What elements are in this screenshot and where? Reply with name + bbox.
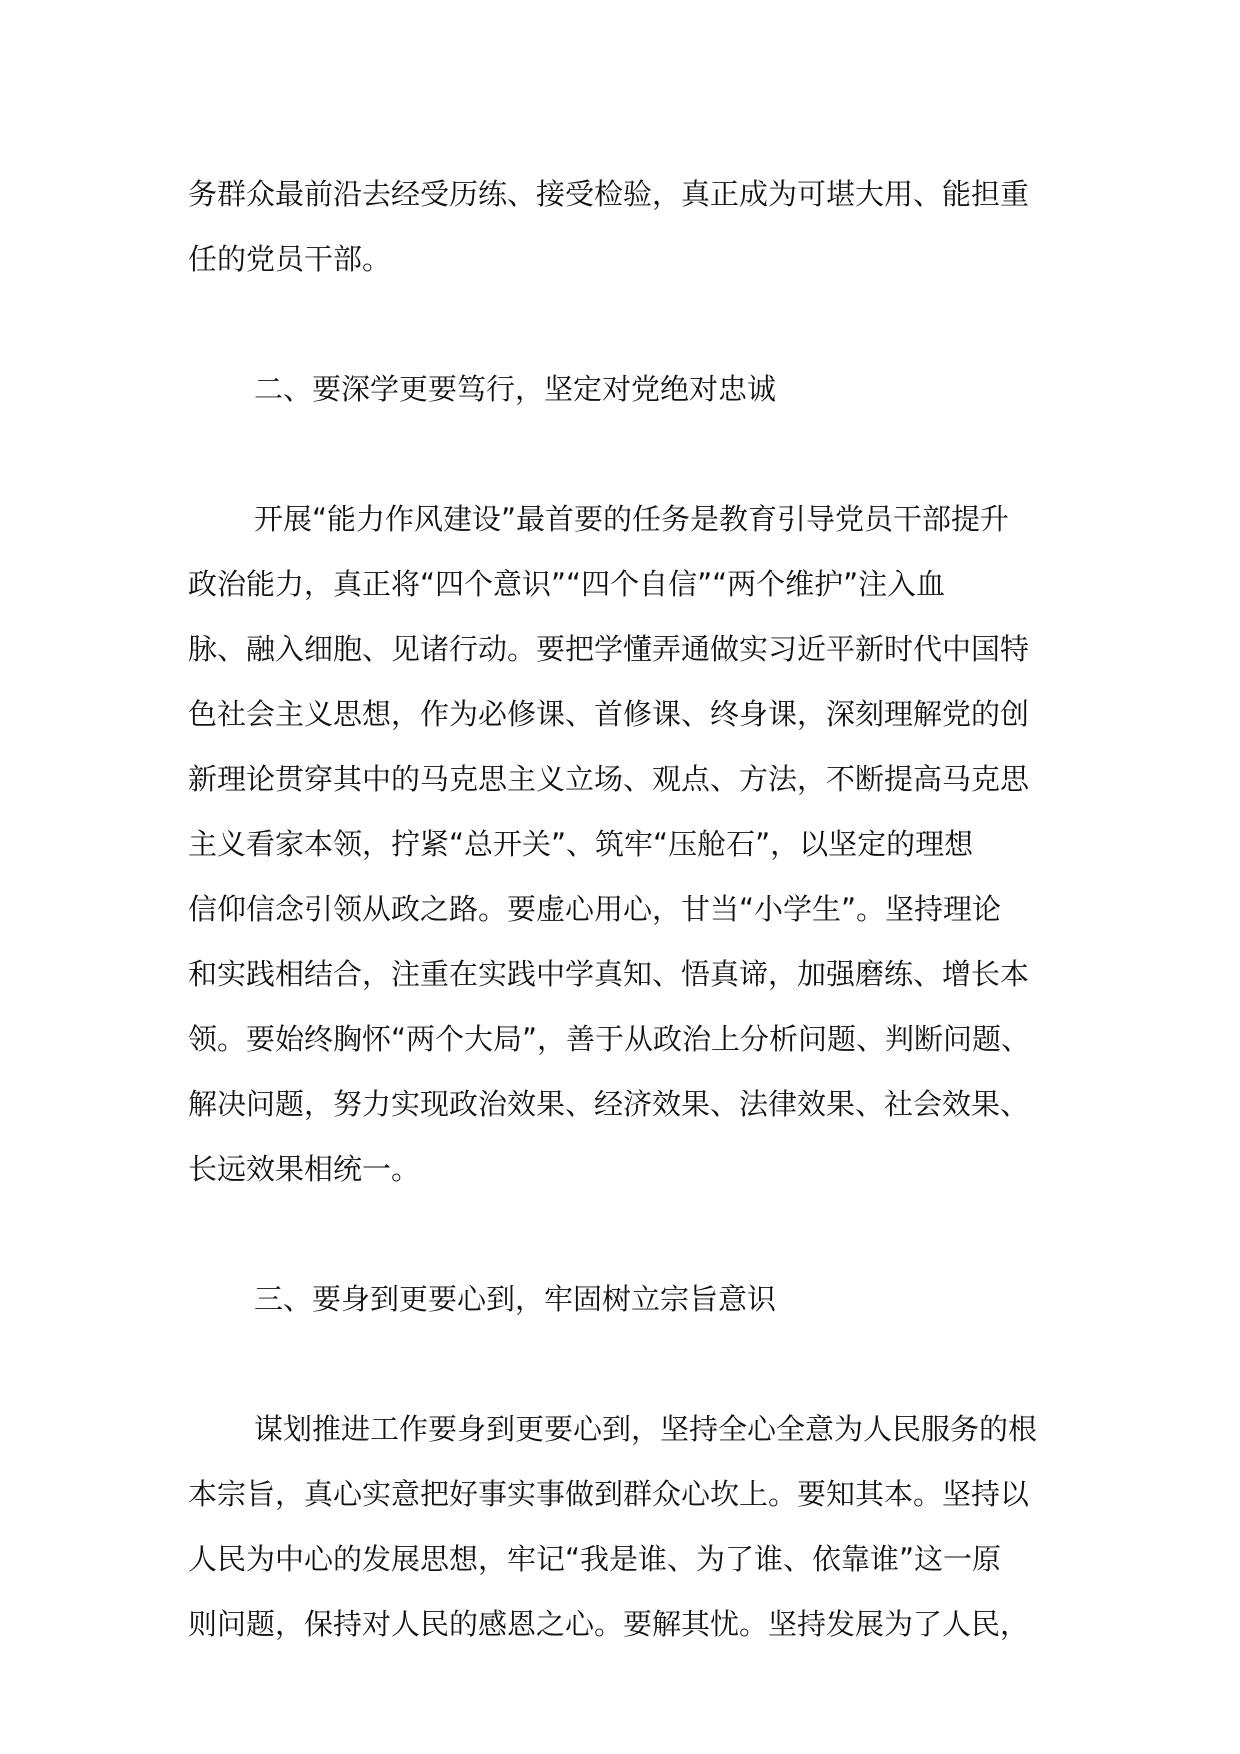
paragraph-section-2 bbox=[188, 487, 1068, 1202]
section-heading-2: 二、要深学更要笃行，坚定对党绝对忠诚 bbox=[254, 372, 777, 406]
paragraph-continuation bbox=[188, 162, 1068, 292]
paragraph-spacing bbox=[188, 1202, 1068, 1267]
text-line: 则问题，保持对人民的感恩之心。要解其忧。坚持发展为了人民， bbox=[188, 1607, 1030, 1641]
text-line: 政治能力，真正将“四个意识”“四个自信”“两个维护”注入血 bbox=[188, 567, 946, 601]
section-heading-3: 三、要身到更要心到，牢固树立宗旨意识 bbox=[254, 1282, 777, 1316]
text-line: 主义看家本领，拧紧“总开关”、筑牢“压舱石”，以坚定的理想 bbox=[188, 827, 974, 861]
paragraph-spacing bbox=[188, 422, 1068, 487]
text-line: 脉、融入细胞、见诸行动。要把学懂弄通做实习近平新时代中国特 bbox=[188, 632, 1030, 666]
text-line: 和实践相结合，注重在实践中学真知、悟真谛，加强磨练、增长本 bbox=[188, 957, 1030, 991]
text-line: 务群众最前沿去经受历练、接受检验，真正成为可堪大用、能担重 bbox=[188, 177, 1030, 211]
text-line: 开展“能力作风建设”最首要的任务是教育引导党员干部提升 bbox=[254, 502, 1010, 536]
paragraph-section-3 bbox=[188, 1397, 1068, 1657]
text-line: 本宗旨，真心实意把好事实事做到群众心坎上。要知其本。坚持以 bbox=[188, 1477, 1030, 1511]
text-line: 领。要始终胸怀“两个大局”，善于从政治上分析问题、判断问题、 bbox=[188, 1022, 1031, 1056]
paragraph-spacing bbox=[188, 1332, 1068, 1397]
text-line: 任的党员干部。 bbox=[188, 242, 392, 276]
text-line: 谋划推进工作要身到更要心到，坚持全心全意为人民服务的根 bbox=[254, 1412, 1038, 1446]
text-line: 解决问题，努力实现政治效果、经济效果、法律效果、社会效果、 bbox=[188, 1087, 1030, 1121]
text-line: 信仰信念引领从政之路。要虚心用心，甘当“小学生”。坚持理论 bbox=[188, 892, 1002, 926]
paragraph-spacing bbox=[188, 292, 1068, 357]
text-line: 长远效果相统一。 bbox=[188, 1152, 421, 1186]
text-line: 人民为中心的发展思想，牢记“我是谁、为了谁、依靠谁”这一原 bbox=[188, 1542, 1002, 1576]
text-line: 新理论贯穿其中的马克思主义立场、观点、方法，不断提高马克思 bbox=[188, 762, 1030, 796]
document-body bbox=[188, 162, 1068, 1657]
text-line: 色社会主义思想，作为必修课、首修课、终身课，深刻理解党的创 bbox=[188, 697, 1030, 731]
